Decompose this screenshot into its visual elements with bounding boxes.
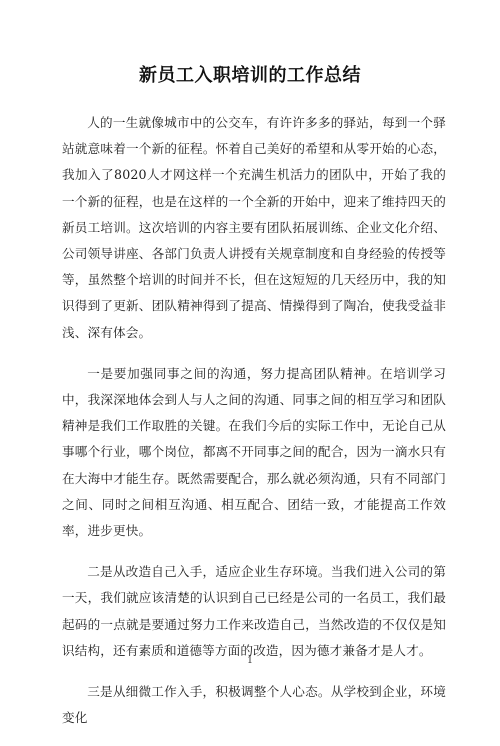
- document-title: 新员工入职培训的工作总结: [139, 65, 361, 86]
- paragraph-1: 人的一生就像城市中的公交车，有许许多多的驿站，每到一个驿站就意味着一个新的征程。怀着自己美好的希望和从零开始的心态，我加入了8020人才网这样一个充满生机活力的团队中，开始了我的一个新的征程，也是在这样的一个全新的开始中，迎来了维持四天的新员工培训。这次培训的内容主要有团队拓展训练、企业文化介绍、公司领导讲座、各部门负责人讲授有关规章制度和自身经验的传授等等，虽然整个培训的时间并不长，但在这短短的几天经历中，我的知识得到了更新、团队精神得到了提高、情操得到了陶冶，使我受益非浅、深有体会。: [62, 115, 446, 340]
- paragraph-4: 三是从细微工作入手，积极调整个人心态。从学校到企业，环境变化: [62, 684, 446, 726]
- paragraph-2: 一是要加强同事之间的沟通，努力提高团队精神。在培训学习中，我深深地体会到人与人之间的沟通、同事之间的相互学习和团队精神是我们工作取胜的关键。在我们今后的实际工作中，无论自己从事哪个行业，哪个岗位，都离不开同事之间的配合，因为一滴水只有在大海中才能生存。既然需要配合，那么就必须沟通，只有不同部门之间、同时之间相互沟通、相互配合、团结一致，才能提高工作效率，进步更快。: [62, 365, 446, 539]
- document-body: [62, 110, 446, 746]
- paragraph-3: 二是从改造自己入手，适应企业生存环境。当我们进入公司的第一天，我们就应该清楚的认识到自己已经是公司的一名员工，我们最起码的一点就是要通过努力工作来改造自己，当然改造的不仅仅是知识结构，还有素质和道德等方面的改造，因为德才兼备才是人才。: [62, 564, 446, 658]
- page-number: 1: [247, 656, 253, 666]
